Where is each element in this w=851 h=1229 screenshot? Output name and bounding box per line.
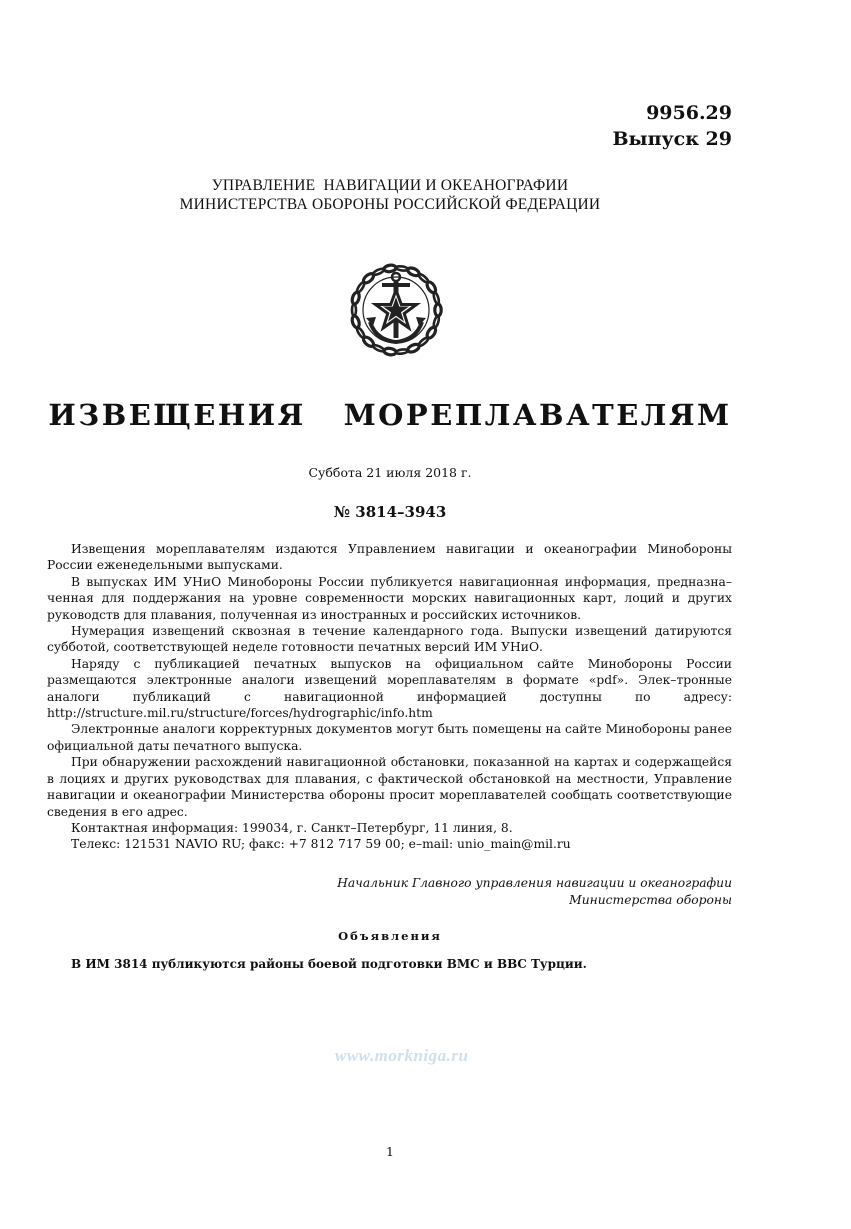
notice-range: № 3814–3943 <box>333 503 447 521</box>
paragraph: При обнаружении расхождений навигационной обстановки, показанной на картах и содержащейся в лоциях и других руководствах для плавания, с фактической обстановкой на местности, Управление навигации и океанографии Министерства обороны просит мореплавателей сообщать соответствующие сведения в его адрес. <box>47 755 732 819</box>
signature-line-2: Министерства обороны <box>569 893 732 907</box>
watermark: www.morkniga.ru <box>335 1046 469 1065</box>
paragraph: Нумерация извещений сквозная в течение календарного года. Выпуски извещений датируются субботой, соответствующей неделе готовности печатных версий ИМ УНиО. <box>47 624 732 655</box>
page-title: ИЗВЕЩЕНИЯ МОРЕПЛАВАТЕЛЯМ <box>48 398 732 432</box>
signature-line-1: Начальник Главного управления навигации и океанографии <box>337 876 732 890</box>
organization-line-1: УПРАВЛЕНИЕ НАВИГАЦИИ И ОКЕАНОГРАФИИ <box>211 177 569 194</box>
chain-link <box>433 292 440 305</box>
organization-line-2: МИНИСТЕРСТВА ОБОРОНЫ РОССИЙСКОЙ ФЕДЕРАЦИИ <box>179 196 601 213</box>
paragraph: Электронные аналоги корректурных документов могут быть помещены на сайте Минобороны ранее официальной даты печатного выпуска. <box>47 722 732 753</box>
anchor-star-chain-emblem-icon <box>346 260 446 360</box>
paragraph: Контактная информация: 199034, г. Санкт–Петербург, 11 линия, 8. <box>71 820 513 835</box>
body-text <box>47 541 732 853</box>
announcements-heading: Объявления <box>338 929 442 943</box>
issue-label: Выпуск 29 <box>612 128 732 150</box>
announcement-text: В ИМ 3814 публикуются районы боевой подготовки ВМС и ВВС Турции. <box>71 957 587 971</box>
organization-heading <box>0 176 780 214</box>
page-number: 1 <box>386 1144 394 1159</box>
issue-date: Суббота 21 июля 2018 г. <box>308 465 472 480</box>
document-code-block <box>612 100 732 152</box>
chain-link <box>351 315 361 328</box>
paragraph: Наряду с публикацией печатных выпусков на официальном сайте Минобороны России размещаются электронные аналоги извещений мореплавателям в формате «pdf». Элек–тронные аналоги публикаций с навигационной информацией доступны по адресу: http://structure.mil.ru/structure/forces/hydrographic/info.htm <box>47 656 732 721</box>
chain-link <box>396 349 408 355</box>
chain-link <box>384 348 397 356</box>
paragraph: В выпусках ИМ УНиО Минобороны России публикуется навигационная информация, предназна–ченная для поддержания на уровне современности морских навигационных карт, лоций и других руководств для плавания, полученная из иностранных и российских источников. <box>47 574 732 622</box>
chain-link <box>384 264 397 272</box>
document-code: 9956.29 <box>646 102 732 124</box>
chain-link <box>435 304 441 316</box>
paragraph: Телекс: 121531 NAVIO RU; факс: +7 812 717 59 00; e–mail: unio_main@mil.ru <box>71 837 571 852</box>
chain-link <box>352 304 356 316</box>
signature-block <box>337 875 732 909</box>
paragraph: Извещения мореплавателям издаются Управлением навигации и океанографии Минобороны России еженедельными выпусками. <box>47 542 732 573</box>
